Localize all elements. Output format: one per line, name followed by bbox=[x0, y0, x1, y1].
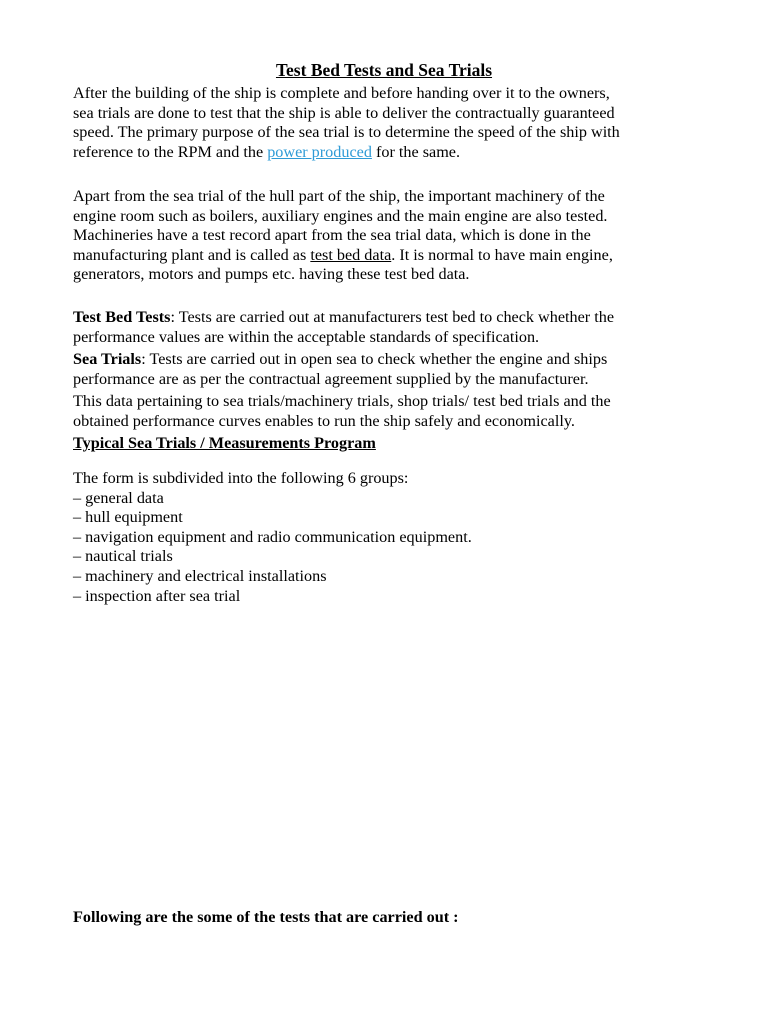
list-item: – general data bbox=[73, 488, 164, 507]
test-bed-tests-term: Test Bed Tests bbox=[73, 308, 171, 326]
program-heading: Typical Sea Trials / Measurements Program bbox=[73, 434, 376, 452]
machinery-line-4-start: manufacturing plant and is called as bbox=[73, 245, 311, 264]
machinery-line-2: engine room such as boilers, auxiliary engines and the main engine are also tested. bbox=[73, 206, 608, 225]
intro-line-4-start: reference to the RPM and the bbox=[73, 142, 268, 161]
machinery-line-1: Apart from the sea trial of the hull part of the ship, the important machinery of the bbox=[73, 187, 605, 205]
data-line-2: obtained performance curves enables to run the ship safely and economically. bbox=[73, 411, 575, 430]
page-title bbox=[0, 59, 768, 81]
intro-line-1: After the building of the ship is complete and before handing over it to the owners, bbox=[73, 84, 610, 102]
groups-intro: The form is subdivided into the following 6 groups: bbox=[73, 469, 409, 487]
sea-trials-paragraph bbox=[73, 350, 693, 389]
sea-trials-line-1-text: : Tests are carried out in open sea to check whether the engine and ships bbox=[141, 350, 608, 368]
test-bed-data-term: test bed data bbox=[310, 245, 392, 264]
intro-paragraph bbox=[73, 84, 693, 162]
list-item: – navigation equipment and radio communication equipment. bbox=[73, 527, 472, 546]
machinery-line-3: Machineries have a test record apart from the sea trial data, which is done in the bbox=[73, 226, 591, 245]
list-item: – nautical trials bbox=[73, 547, 173, 566]
machinery-line-4-end: . It is normal to have main engine, bbox=[391, 245, 613, 264]
list-item: – machinery and electrical installations bbox=[73, 566, 327, 585]
machinery-line-4 bbox=[73, 246, 693, 266]
data-paragraph bbox=[73, 392, 693, 431]
sea-trials-line-2: performance are as per the contractual agreement supplied by the manufacturer. bbox=[73, 369, 589, 388]
groups-list bbox=[73, 469, 693, 606]
intro-line-3: speed. The primary purpose of the sea trial is to determine the speed of the ship with bbox=[73, 123, 620, 142]
intro-line-2: sea trials are done to test that the ship is able to deliver the contractually guaranteed bbox=[73, 103, 615, 122]
power-produced-link[interactable]: power produced bbox=[267, 142, 372, 161]
data-line-1: This data pertaining to sea trials/machinery trials, shop trials/ test bed trials and the bbox=[73, 392, 611, 410]
intro-line-4 bbox=[73, 143, 693, 163]
closing-heading: Following are the some of the tests that are carried out : bbox=[73, 908, 459, 926]
page-title-text: Test Bed Tests and Sea Trials bbox=[275, 60, 493, 80]
test-bed-tests-paragraph bbox=[73, 308, 693, 347]
intro-line-4-end: for the same. bbox=[371, 142, 461, 161]
test-bed-line-2: performance values are within the acceptable standards of specification. bbox=[73, 327, 540, 346]
sea-trials-term: Sea Trials bbox=[73, 350, 142, 368]
machinery-line-5: generators, motors and pumps etc. having these test bed data. bbox=[73, 265, 470, 284]
test-bed-line-1-text: : Tests are carried out at manufacturers test bed to check whether the bbox=[170, 308, 615, 326]
list-item: – hull equipment bbox=[73, 508, 183, 527]
machinery-paragraph bbox=[73, 187, 693, 285]
test-bed-line-1 bbox=[73, 308, 693, 328]
sea-trials-line-1 bbox=[73, 350, 693, 370]
list-item: – inspection after sea trial bbox=[73, 586, 241, 605]
